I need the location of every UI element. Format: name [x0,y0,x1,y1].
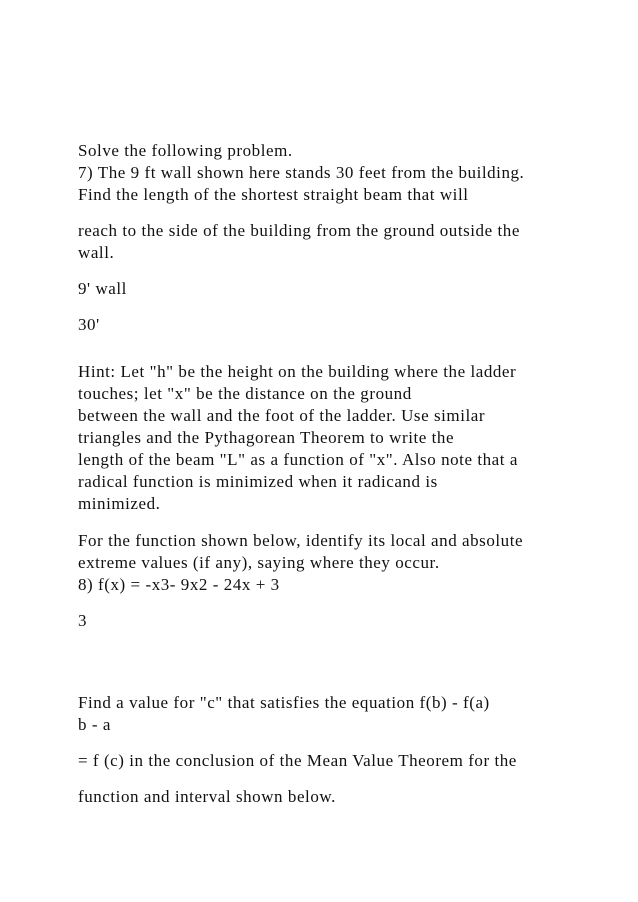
mvt-denominator: b - a [78,715,111,734]
problem-7-line-3: reach to the side of the building from the ground outside the [78,221,520,240]
stray-number: 3 [78,611,88,630]
problem-8-intro-line-2: extreme values (if any), saying where they occur. [78,553,440,572]
problem-8-function: 8) f(x) = -x3- 9x2 - 24x + 3 [78,575,280,594]
problem-7-line-1: 7) The 9 ft wall shown here stands 30 feet from the building. [78,163,525,182]
figure-label-wall: 9' wall [78,279,127,298]
mvt-line-3: function and interval shown below. [78,787,336,806]
hint-line-7: minimized. [78,494,161,513]
hint-line-6: radical function is minimized when it radicand is [78,472,438,491]
hint-line-5: length of the beam "L" as a function of "x". Also note that a [78,450,518,469]
mvt-line-2: = f (c) in the conclusion of the Mean Value Theorem for the [78,751,517,770]
figure-label-distance: 30' [78,315,100,334]
hint-line-2: touches; let "x" be the distance on the ground [78,384,412,403]
instruction-text: Solve the following problem. [78,141,293,160]
problem-8-intro-line-1: For the function shown below, identify its local and absolute [78,531,524,550]
hint-line-3: between the wall and the foot of the ladder. Use similar [78,406,486,425]
hint-line-4: triangles and the Pythagorean Theorem to write the [78,428,455,447]
problem-7-line-2: Find the length of the shortest straight beam that will [78,185,469,204]
hint-line-1: Hint: Let "h" be the height on the building where the ladder [78,362,517,381]
problem-7-line-4: wall. [78,243,115,262]
mvt-line-1: Find a value for "c" that satisfies the equation f(b) - f(a) [78,693,490,712]
